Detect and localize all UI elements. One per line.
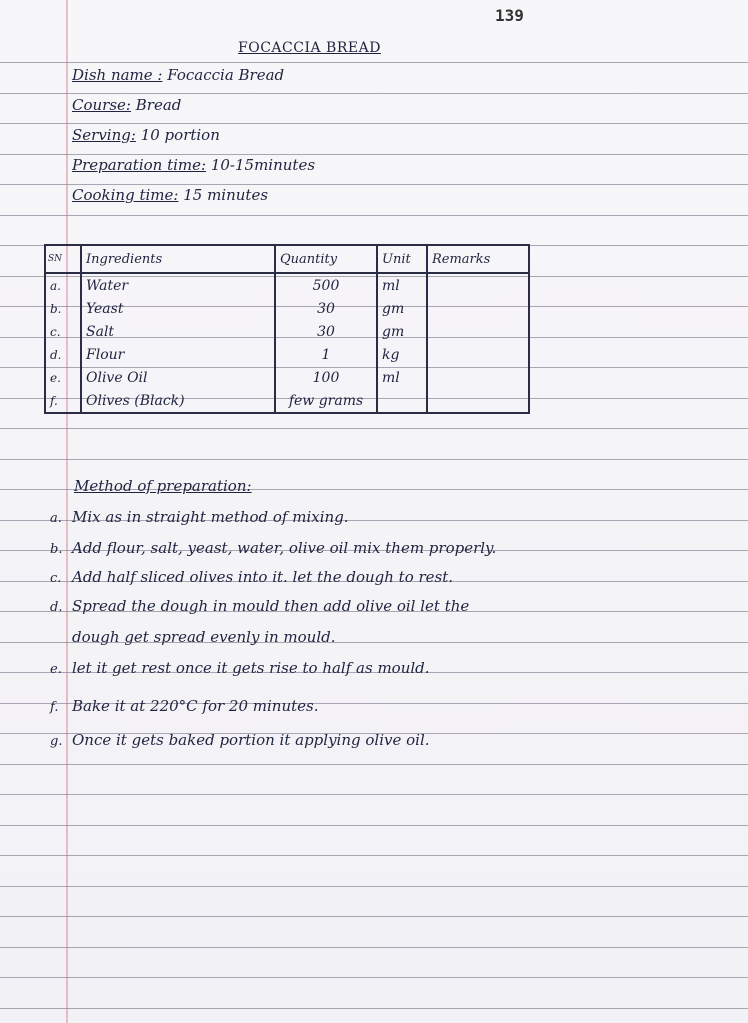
row-remarks: [427, 320, 529, 343]
ruled-line: [0, 154, 748, 155]
row-unit: ml: [377, 366, 427, 389]
row-remarks: [427, 343, 529, 366]
preparation-time-value: 10-15minutes: [210, 156, 316, 174]
table-row: [45, 366, 529, 389]
dish-name-line: [72, 66, 284, 84]
course-line: [72, 96, 181, 114]
step-letter: a.: [50, 511, 62, 526]
method-step: [50, 628, 336, 646]
method-title: Method of preparation:: [74, 477, 252, 495]
row-quantity: 500: [275, 273, 377, 297]
header-unit: Unit: [377, 245, 427, 273]
cooking-time-value: 15 minutes: [183, 186, 269, 204]
step-text: Add flour, salt, yeast, water, olive oil mix them properly.: [72, 539, 497, 557]
step-letter: g.: [50, 734, 63, 749]
ingredients-table: [44, 244, 530, 414]
ruled-line: [0, 764, 748, 765]
step-text: Spread the dough in mould then add olive oil let the: [72, 597, 470, 615]
header-remarks: Remarks: [427, 245, 529, 273]
step-text: dough get spread evenly in mould.: [72, 628, 336, 646]
step-letter: d.: [50, 600, 63, 615]
row-ingredient: Olive Oil: [81, 366, 275, 389]
row-unit: kg: [377, 343, 427, 366]
row-sn: c.: [45, 320, 81, 343]
step-letter: e.: [50, 662, 62, 677]
ruled-line: [0, 916, 748, 917]
row-ingredient: Olives (Black): [81, 389, 275, 413]
step-letter: f.: [50, 700, 59, 715]
method-step: [50, 597, 469, 615]
step-text: let it get rest once it gets rise to half as mould.: [72, 659, 430, 677]
method-step: [50, 539, 496, 557]
method-step: [50, 697, 319, 715]
table-header-row: [45, 245, 529, 273]
ruled-line: [0, 184, 748, 185]
row-unit: gm: [377, 320, 427, 343]
row-sn: e.: [45, 366, 81, 389]
serving-label: Serving:: [72, 126, 136, 144]
row-ingredient: Salt: [81, 320, 275, 343]
row-ingredient: Yeast: [81, 297, 275, 320]
ruled-line: [0, 62, 748, 63]
row-remarks: [427, 366, 529, 389]
ruled-line: [0, 215, 748, 216]
course-value: Bread: [135, 96, 182, 114]
ruled-line: [0, 428, 748, 429]
row-unit: ml: [377, 273, 427, 297]
step-letter: c.: [50, 571, 62, 586]
step-text: Once it gets baked portion it applying olive oil.: [72, 731, 430, 749]
method-step: [50, 508, 349, 526]
table-row: [45, 297, 529, 320]
row-sn: d.: [45, 343, 81, 366]
ruled-line: [0, 93, 748, 94]
row-quantity: few grams: [275, 389, 377, 413]
step-text: Bake it at 220°C for 20 minutes.: [72, 697, 319, 715]
ruled-line: [0, 459, 748, 460]
ruled-line: [0, 977, 748, 978]
serving-line: [72, 126, 220, 144]
row-quantity: 30: [275, 320, 377, 343]
ruled-line: [0, 947, 748, 948]
row-sn: f.: [45, 389, 81, 413]
header-quantity: Quantity: [275, 245, 377, 273]
cooking-time-label: Cooking time:: [72, 186, 179, 204]
table-row: [45, 389, 529, 413]
ruled-line: [0, 794, 748, 795]
page-number: 139: [495, 6, 524, 25]
page-title: FOCACCIA BREAD: [238, 40, 381, 56]
header-sn: SN: [45, 245, 81, 273]
method-step: [50, 731, 430, 749]
cooking-time-line: [72, 186, 268, 204]
dish-name-value: Focaccia Bread: [167, 66, 285, 84]
table-row: [45, 343, 529, 366]
ruled-line: [0, 1008, 748, 1009]
row-quantity: 30: [275, 297, 377, 320]
step-text: Add half sliced olives into it. let the dough to rest.: [72, 568, 454, 586]
method-step: [50, 659, 430, 677]
row-sn: b.: [45, 297, 81, 320]
row-unit: gm: [377, 297, 427, 320]
row-ingredient: Water: [81, 273, 275, 297]
row-remarks: [427, 273, 529, 297]
row-remarks: [427, 389, 529, 413]
serving-value: 10 portion: [140, 126, 220, 144]
dish-name-label: Dish name :: [72, 66, 163, 84]
course-label: Course:: [72, 96, 131, 114]
row-quantity: 1: [275, 343, 377, 366]
method-step: [50, 568, 453, 586]
step-letter: b.: [50, 542, 63, 557]
ruled-line: [0, 886, 748, 887]
row-remarks: [427, 297, 529, 320]
ruled-line: [0, 855, 748, 856]
step-text: Mix as in straight method of mixing.: [72, 508, 349, 526]
header-ingredients: Ingredients: [81, 245, 275, 273]
preparation-time-line: [72, 156, 315, 174]
row-ingredient: Flour: [81, 343, 275, 366]
table-row: [45, 273, 529, 297]
table-row: [45, 320, 529, 343]
ruled-line: [0, 123, 748, 124]
ruled-line: [0, 825, 748, 826]
row-unit: [377, 389, 427, 413]
row-quantity: 100: [275, 366, 377, 389]
row-sn: a.: [45, 273, 81, 297]
preparation-time-label: Preparation time:: [72, 156, 207, 174]
